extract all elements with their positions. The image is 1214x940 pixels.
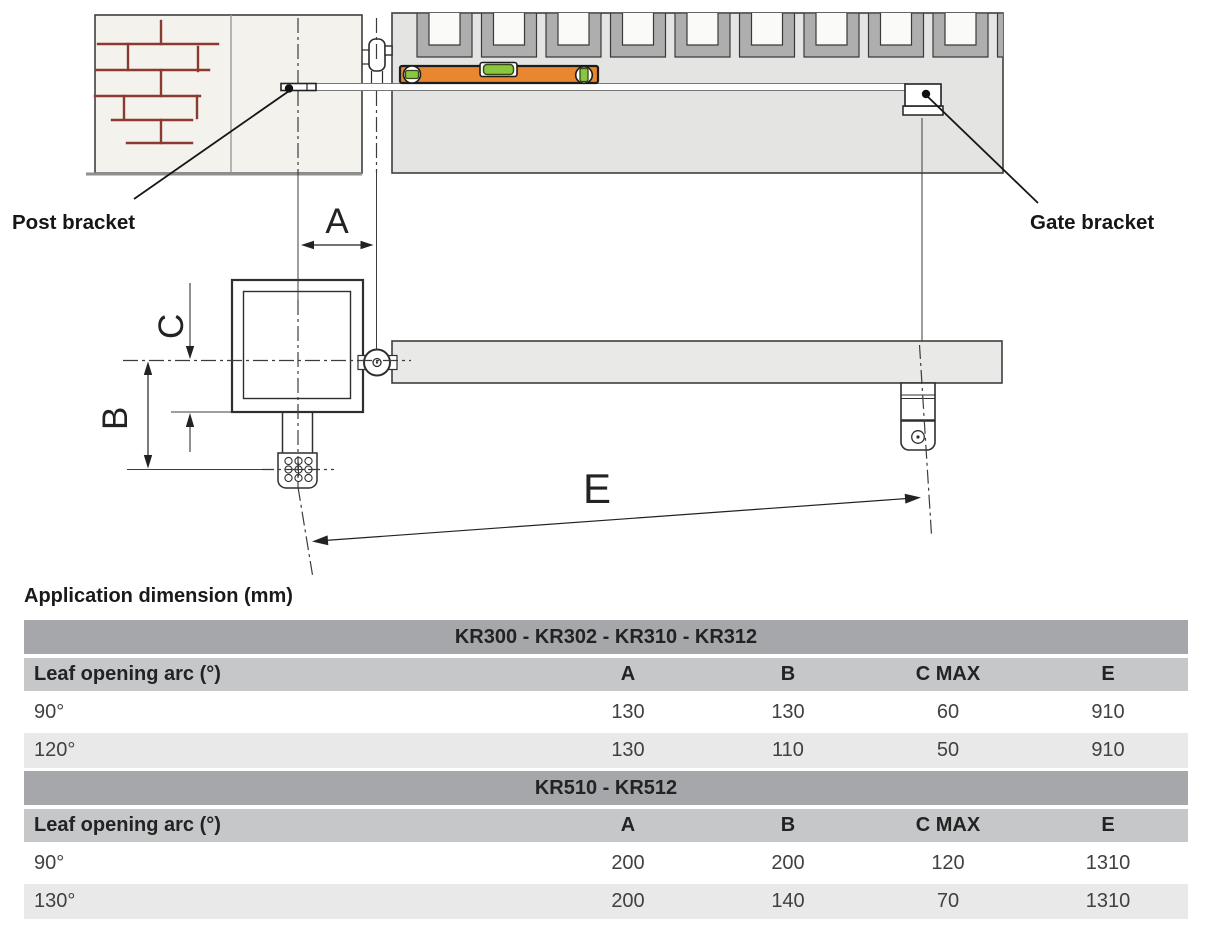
operator-rod (316, 84, 905, 91)
gate-bracket (903, 84, 943, 115)
post-bracket-label: Post bracket (12, 211, 136, 234)
cell-arc: 90° (34, 701, 65, 723)
cell-b: 110 (772, 739, 804, 761)
col-cmax: C MAX (915, 814, 981, 836)
col-a: A (620, 663, 636, 685)
cell-a: 200 (611, 890, 645, 912)
gate-bracket-plan (901, 383, 935, 450)
table-row (24, 695, 1188, 730)
gate-leaf-plan (392, 341, 1002, 383)
cell-cmax: 60 (936, 701, 960, 723)
col-leaf-arc: Leaf opening arc (°) (34, 663, 221, 685)
section-header-kr510: KR510 - KR512 (24, 771, 1188, 805)
table-row (24, 846, 1188, 881)
cell-e: 1310 (1085, 852, 1131, 874)
table-row (24, 884, 1188, 919)
application-dimension-table (24, 585, 1188, 922)
cell-cmax: 70 (936, 890, 960, 912)
cell-b: 200 (771, 852, 805, 874)
dimension-a-label: A (325, 202, 349, 241)
cell-arc: 90° (34, 852, 65, 874)
column-header-row (24, 809, 1188, 842)
col-e: E (1101, 663, 1115, 685)
cell-e: 1310 (1085, 890, 1131, 912)
cell-b: 140 (771, 890, 805, 912)
col-b: B (780, 663, 796, 685)
cell-cmax: 50 (936, 739, 960, 761)
cell-cmax: 120 (931, 852, 965, 874)
gate-bracket-label: Gate bracket (1030, 211, 1155, 234)
dimension-c-label: C (152, 313, 191, 339)
section-header-kr300: KR300 - KR302 - KR310 - KR312 (24, 620, 1188, 654)
spirit-level (400, 63, 598, 84)
col-e: E (1101, 814, 1115, 836)
col-a: A (620, 814, 636, 836)
col-cmax: C MAX (915, 663, 981, 685)
dimension-e-label: E (582, 465, 612, 512)
col-b: B (780, 814, 796, 836)
cell-arc: 130° (34, 890, 76, 912)
dimension-b-label: B (96, 406, 135, 430)
table-row (24, 733, 1188, 768)
wall-post-elevation (95, 15, 362, 173)
table-title: Application dimension (mm) (24, 585, 293, 607)
cell-a: 200 (611, 852, 645, 874)
col-leaf-arc: Leaf opening arc (°) (34, 814, 221, 836)
cell-a: 130 (611, 739, 645, 761)
cell-e: 910 (1091, 739, 1125, 761)
cell-a: 130 (611, 701, 645, 723)
column-header-row (24, 658, 1188, 691)
cell-arc: 120° (34, 739, 76, 761)
cell-b: 130 (771, 701, 805, 723)
cell-e: 910 (1091, 701, 1125, 723)
